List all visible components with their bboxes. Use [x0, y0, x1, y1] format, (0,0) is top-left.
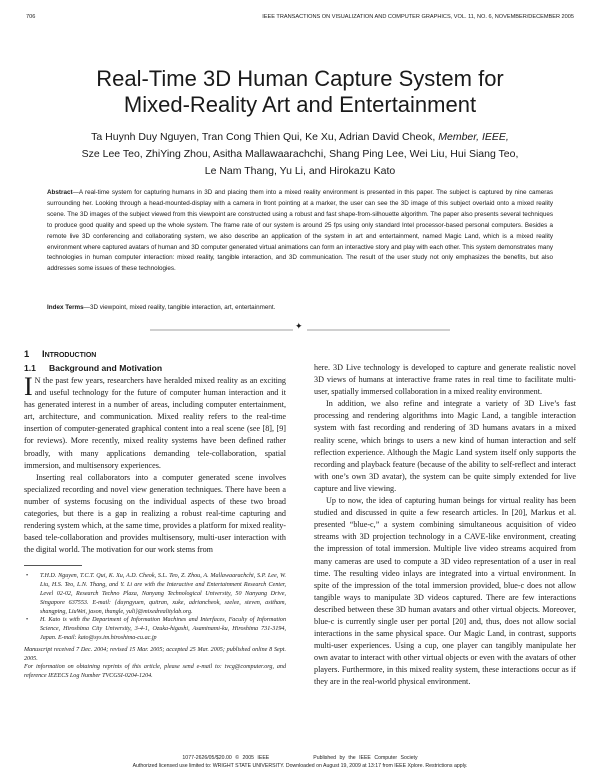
authors-line-1 — [20, 129, 580, 146]
reprints-note: For information on obtaining reprints of this article, please send e-mail to: tvcg@computer.org, and reference IEEECS Log Number TVCGSI-0204-1204. — [24, 664, 286, 680]
intro-paragraph-2: Inserting real collaborators into a computer generated scene involves specialized recording and novel view generation techniques. There have been a number of systems focusing on the individual aspects of these two broad categories, but there is a gap in realizing a robust real-time capturing and rendering system which, at the same time, provides a platform for mixed reality-based tele-collaboration and provides multisensory, multi-user interaction with the digital world. The motivation for our work stems from — [24, 472, 286, 555]
subsection-1-1-title: Background and Motivation — [49, 363, 163, 373]
authors-line-1-names: Ta Huynh Duy Nguyen, Tran Cong Thien Qui, Ke Xu, Adrian David Cheok, — [91, 131, 439, 143]
right-column — [314, 362, 576, 689]
footnote-email-2: E-mail: kato@sys.im.hiroshima-cu.ac.jp — [57, 634, 157, 641]
index-terms — [47, 303, 553, 313]
bullet-icon: • — [26, 617, 29, 624]
page-number: 706 — [26, 14, 36, 20]
footnote-affiliation-1 — [24, 572, 286, 616]
left-column — [24, 347, 286, 681]
authors-line-2: Sze Lee Teo, ZhiYing Zhou, Asitha Mallawaarachchi, Shang Ping Lee, Wei Liu, Hui Siang Teo, — [81, 148, 519, 160]
intro-paragraph-1 — [24, 372, 286, 472]
bullet-icon: • — [26, 573, 29, 580]
title-line-1: Real-Time 3D Human Capture System for — [96, 66, 504, 91]
divider-diamond-icon: ✦ — [295, 321, 303, 331]
page-footer — [0, 754, 600, 770]
footer-publisher: Published by the IEEE Computer Society — [313, 755, 418, 761]
footer-line-1 — [0, 754, 600, 762]
paper-title — [30, 66, 570, 118]
footer-license: Authorized licensed use limited to: WRIGHT STATE UNIVERSITY. Downloaded on August 19, 2009 at 13:17 from IEEE Xplore. Restrictions apply. — [132, 763, 468, 769]
title-line-2: Mixed-Reality Art and Entertainment — [123, 92, 477, 117]
abstract-text: —A real-time system for capturing humans in 3D and placing them into a mixed reality environment is presented in this paper. The subject is captured by nine cameras surrounding her. Looking through a head-mounted-display with a camera in front pointing at a marker, the user can see the 3D image of this subject overlaid onto a mixed reality scene. The 3D images of the subject viewed from this viewpoint are constructed using a robust and fast shape-from-silhouette algorithm. The paper also presents several techniques to produce good quality and speed up the whole system. The frame rate of our system is around 25 fps using only standard Intel processor-based personal computers. Besides a remote live 3D conferencing and collaborating system, we also describe an application of the system in art and entertainment, named Magic Land, which is a mixed reality environment where captured avatars of human and 3D computer generated virtual animations can form an interactive story and play with each other. This system demonstrates many technologies in human computer interaction: mixed reality, tangible interaction, and 3D communication. The result of the user study not only emphasizes the benefits, but also addresses some issues of these technologies. — [47, 189, 553, 273]
footer-code: 1077-2626/05/$20.00 © 2005 IEEE — [182, 755, 270, 761]
section-1-heading — [24, 347, 286, 361]
authors-line-3: Le Nam Thang, Yu Li, and Hirokazu Kato — [204, 165, 396, 177]
author-list — [20, 129, 580, 180]
drop-cap: I — [24, 372, 33, 401]
journal-header: IEEE TRANSACTIONS ON VISUALIZATION AND COMPUTER GRAPHICS, VOL. 11, NO. 6, NOVEMBER/DECEMBER 2005 — [262, 14, 574, 20]
footnote-email-1: E-mail: {duyngyuen, quitran, xuke, adriancheok, szelee, steven, asitham, shangping, LiuWei, jason, thangle, yuli}@mixedrealitylab.org. — [40, 599, 287, 615]
footnote-affiliation-2 — [24, 616, 286, 642]
intro-paragraph-1-text: N the past few years, researchers have heralded mixed reality as an exciting and useful technology for the future of computer human interaction and it has generated interest in a number of areas, including computer entertainment, art, architecture, and communication. Mixed reality refers to the real-time insertion of computer-generated graphical content into a real scene (see [8], [9] for reviews). More recently, mixed reality systems have been defined rather broadly, with many applications demanding tele-collaboration, spatial immersion, and multisensory experiences. — [24, 376, 286, 470]
index-terms-text: —3D viewpoint, mixed reality, tangible interaction, art, entertainment. — [83, 304, 276, 311]
section-1-title: Introduction — [42, 348, 97, 359]
footnote-rule — [24, 565, 82, 566]
index-terms-label: Index Terms — [47, 304, 84, 311]
author-role: Member, IEEE, — [438, 131, 509, 143]
subsection-1-1-number: 1.1 — [24, 363, 36, 373]
subsection-1-1-heading — [24, 361, 286, 375]
footnote-affiliation-1-text: T.H.D. Nguyen, T.C.T. Qui, K. Xu, A.D. Cheok, S.L. Teo, Z. Zhou, A. Mallawaarachchi, S.P. Lee, W. Liu, H.S. Teo, L.N. Thang, and Y. Li are with the Interactive and Entertainment Research Center, Level 02-02, Research Techno Plaza, Nanyang Technological University, 50 Nanyang Drive, Singapore 637553. — [40, 573, 286, 606]
right-paragraph-2: In addition, we also refine and integrate a variety of 3D Live’s fast processing and rendering algorithms into Magic Land, a tangible interaction system with fast recording and rendering of 3D humans avatars in a mixed reality scene, which brings to users a new kind of human interaction and self reflection experience. Although the Magic Land system itself only supports the recording and playback feature (because of the ability to self-reflect and interact with one’s own 3D avatar), the system can be quite simply extended for live capture and live viewing. — [314, 399, 576, 493]
abstract — [47, 188, 553, 275]
manuscript-note: Manuscript received 7 Dec. 2004; revised 15 Mar. 2005; accepted 25 Mar. 2005; published online 8 Sept. 2005. — [24, 646, 286, 662]
section-1-number: 1 — [24, 348, 30, 359]
footnote-affiliation-2-text: H. Kato is with the Department of Information Machines and Interfaces, Faculty of Information Science, Hiroshima City University, 3-4-1, Ozuka-higashi, Asaminami-ku, Hiroshima 731-3194, Japan. — [40, 617, 286, 641]
right-paragraph-1: here. 3D Live technology is developed to capture and generate realistic novel 3D views of humans at interactive frame rates in real time to facilitate multi-user, spatially immersed collaboration in a mixed reality environment. — [314, 363, 576, 397]
section-divider — [150, 322, 450, 332]
abstract-label: Abstract — [47, 189, 73, 196]
right-paragraph-3: Up to now, the idea of capturing human beings for virtual reality has been studied and discussed in quite a few research articles. In [20], Markus et al. presented “blue-c,” a system combining simultaneous acquisition of video streams with 3D projection technology in a CAVE-like environment, creating the impression of total immersion. Multiple live video streams acquired from many cameras are used to compute a 3D video representation of a user in real time. The resulting video inlays are integrated into a virtual environment. In spite of the impression of the total immersion provided, blue-c does not allow tangible ways to manipulate 3D videos captured. There are few interactions described between these 3D human avatars and other virtual objects. Moreover, blue-c is currently single user per portal [20] and, thus, does not allow social interactions in the same physical space. Our Magic Land, in contrast, supports multi-user experiences. Using a cup, one player can tangibly manipulate her own avatar to interact with other virtual objects or even with the avatars of other players. Furthermore, in this mixed reality system, these interactions occur as if they are in the real-world physical environment. — [314, 496, 576, 687]
